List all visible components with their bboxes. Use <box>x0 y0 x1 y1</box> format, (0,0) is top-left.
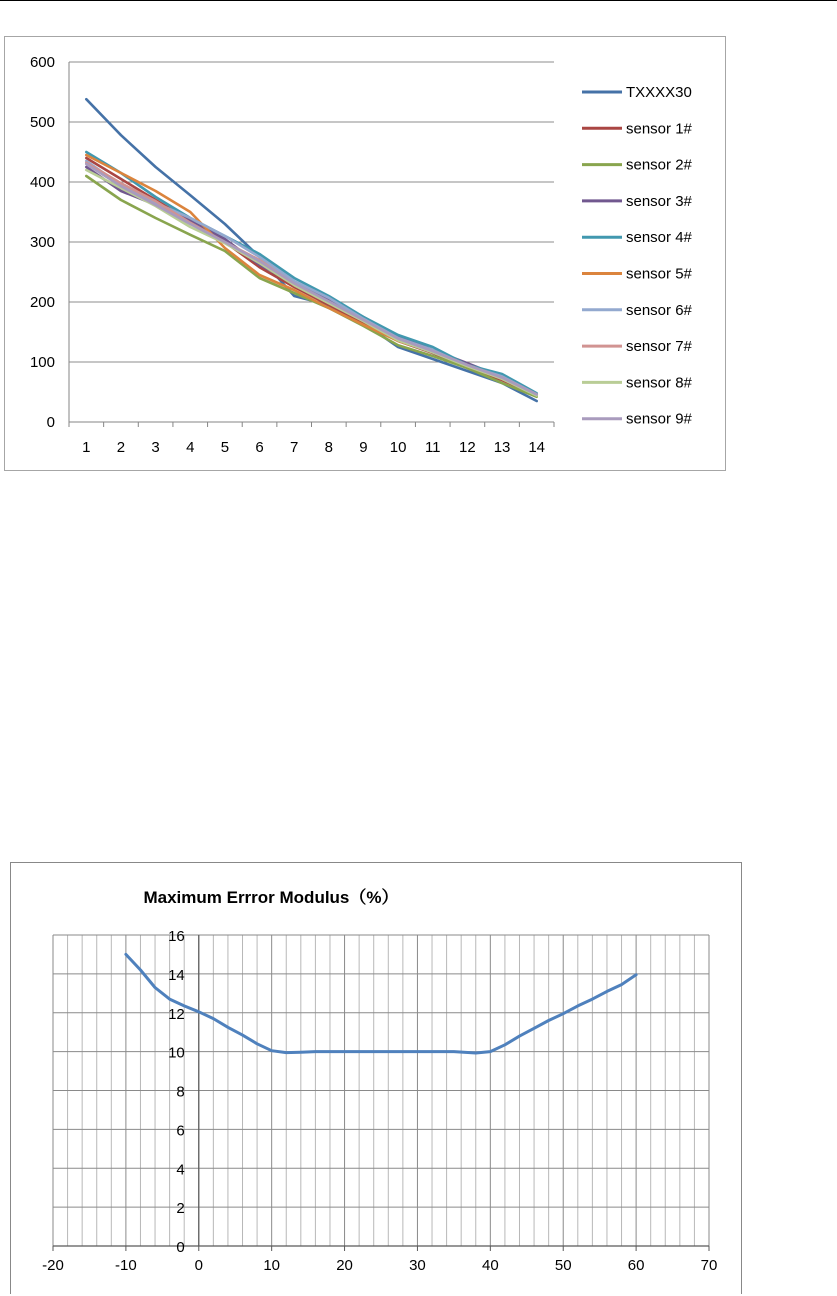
legend-label: sensor 1# <box>626 120 692 138</box>
y-tick-label: 500 <box>29 114 55 131</box>
x-tick-label: 9 <box>359 439 368 456</box>
y-tick-label: 4 <box>176 1161 185 1179</box>
y-tick-label: 14 <box>168 966 185 984</box>
legend-label: sensor 5# <box>626 265 692 283</box>
x-tick-label: 50 <box>554 1257 572 1274</box>
page-top-rule <box>0 0 837 1</box>
x-tick-label: 5 <box>220 439 230 456</box>
series-line-sensor-5 <box>86 155 536 395</box>
sensor-chart-svg <box>5 37 725 470</box>
y-tick-label: 300 <box>29 234 55 251</box>
x-tick-label: 14 <box>528 439 546 456</box>
legend-label: sensor 6# <box>626 301 692 319</box>
x-tick-label: 10 <box>263 1257 281 1274</box>
legend-label: sensor 2# <box>626 156 692 174</box>
legend-label: sensor 9# <box>626 410 692 428</box>
x-tick-label: 11 <box>424 439 441 456</box>
x-tick-label: 30 <box>409 1257 426 1274</box>
legend-label: sensor 7# <box>626 338 692 356</box>
x-tick-label: 10 <box>389 439 407 456</box>
y-tick-label: 2 <box>176 1200 185 1218</box>
series-line-sensor-4 <box>86 152 536 393</box>
error-modulus-chart <box>10 862 742 1294</box>
legend-label: sensor 4# <box>626 229 692 247</box>
x-tick-label: 40 <box>481 1257 499 1274</box>
x-tick-label: 12 <box>459 439 476 456</box>
x-tick-label: 7 <box>290 439 299 456</box>
x-tick-label: 1 <box>82 439 91 456</box>
x-tick-label: 60 <box>627 1257 645 1274</box>
y-tick-label: 6 <box>176 1122 185 1140</box>
chart-title: Maximum Errror Modulus（%） <box>143 888 399 907</box>
y-tick-label: 0 <box>46 414 55 431</box>
x-tick-label: 2 <box>116 439 126 456</box>
legend-label: TXXXX30 <box>626 84 692 101</box>
x-tick-label: 4 <box>186 439 195 456</box>
legend-label: sensor 3# <box>626 192 692 210</box>
x-tick-label: 0 <box>194 1257 203 1274</box>
x-tick-label: 70 <box>700 1257 718 1274</box>
series-line-sensor-1 <box>86 158 536 395</box>
y-tick-label: 600 <box>29 54 55 71</box>
y-tick-label: 12 <box>168 1005 185 1023</box>
x-tick-label: 13 <box>493 439 511 456</box>
sensor-chart <box>4 36 726 471</box>
y-tick-label: 8 <box>176 1083 185 1101</box>
y-tick-label: 400 <box>29 174 55 191</box>
error-modulus-chart-svg <box>11 863 741 1294</box>
x-tick-label: 8 <box>324 439 333 456</box>
y-tick-label: 100 <box>29 354 55 371</box>
y-tick-label: 200 <box>29 294 55 311</box>
y-tick-label: 0 <box>176 1239 185 1256</box>
error-curve-line <box>126 954 636 1053</box>
x-tick-label: 6 <box>255 439 264 456</box>
series-line-txxxx30 <box>86 99 536 401</box>
x-tick-label: -10 <box>115 1257 137 1274</box>
y-tick-label: 16 <box>168 928 185 945</box>
x-tick-label: 3 <box>151 439 160 456</box>
x-tick-label: -20 <box>42 1257 64 1274</box>
x-tick-label: 20 <box>336 1257 353 1274</box>
y-tick-label: 10 <box>168 1044 185 1062</box>
legend-label: sensor 8# <box>626 374 692 392</box>
